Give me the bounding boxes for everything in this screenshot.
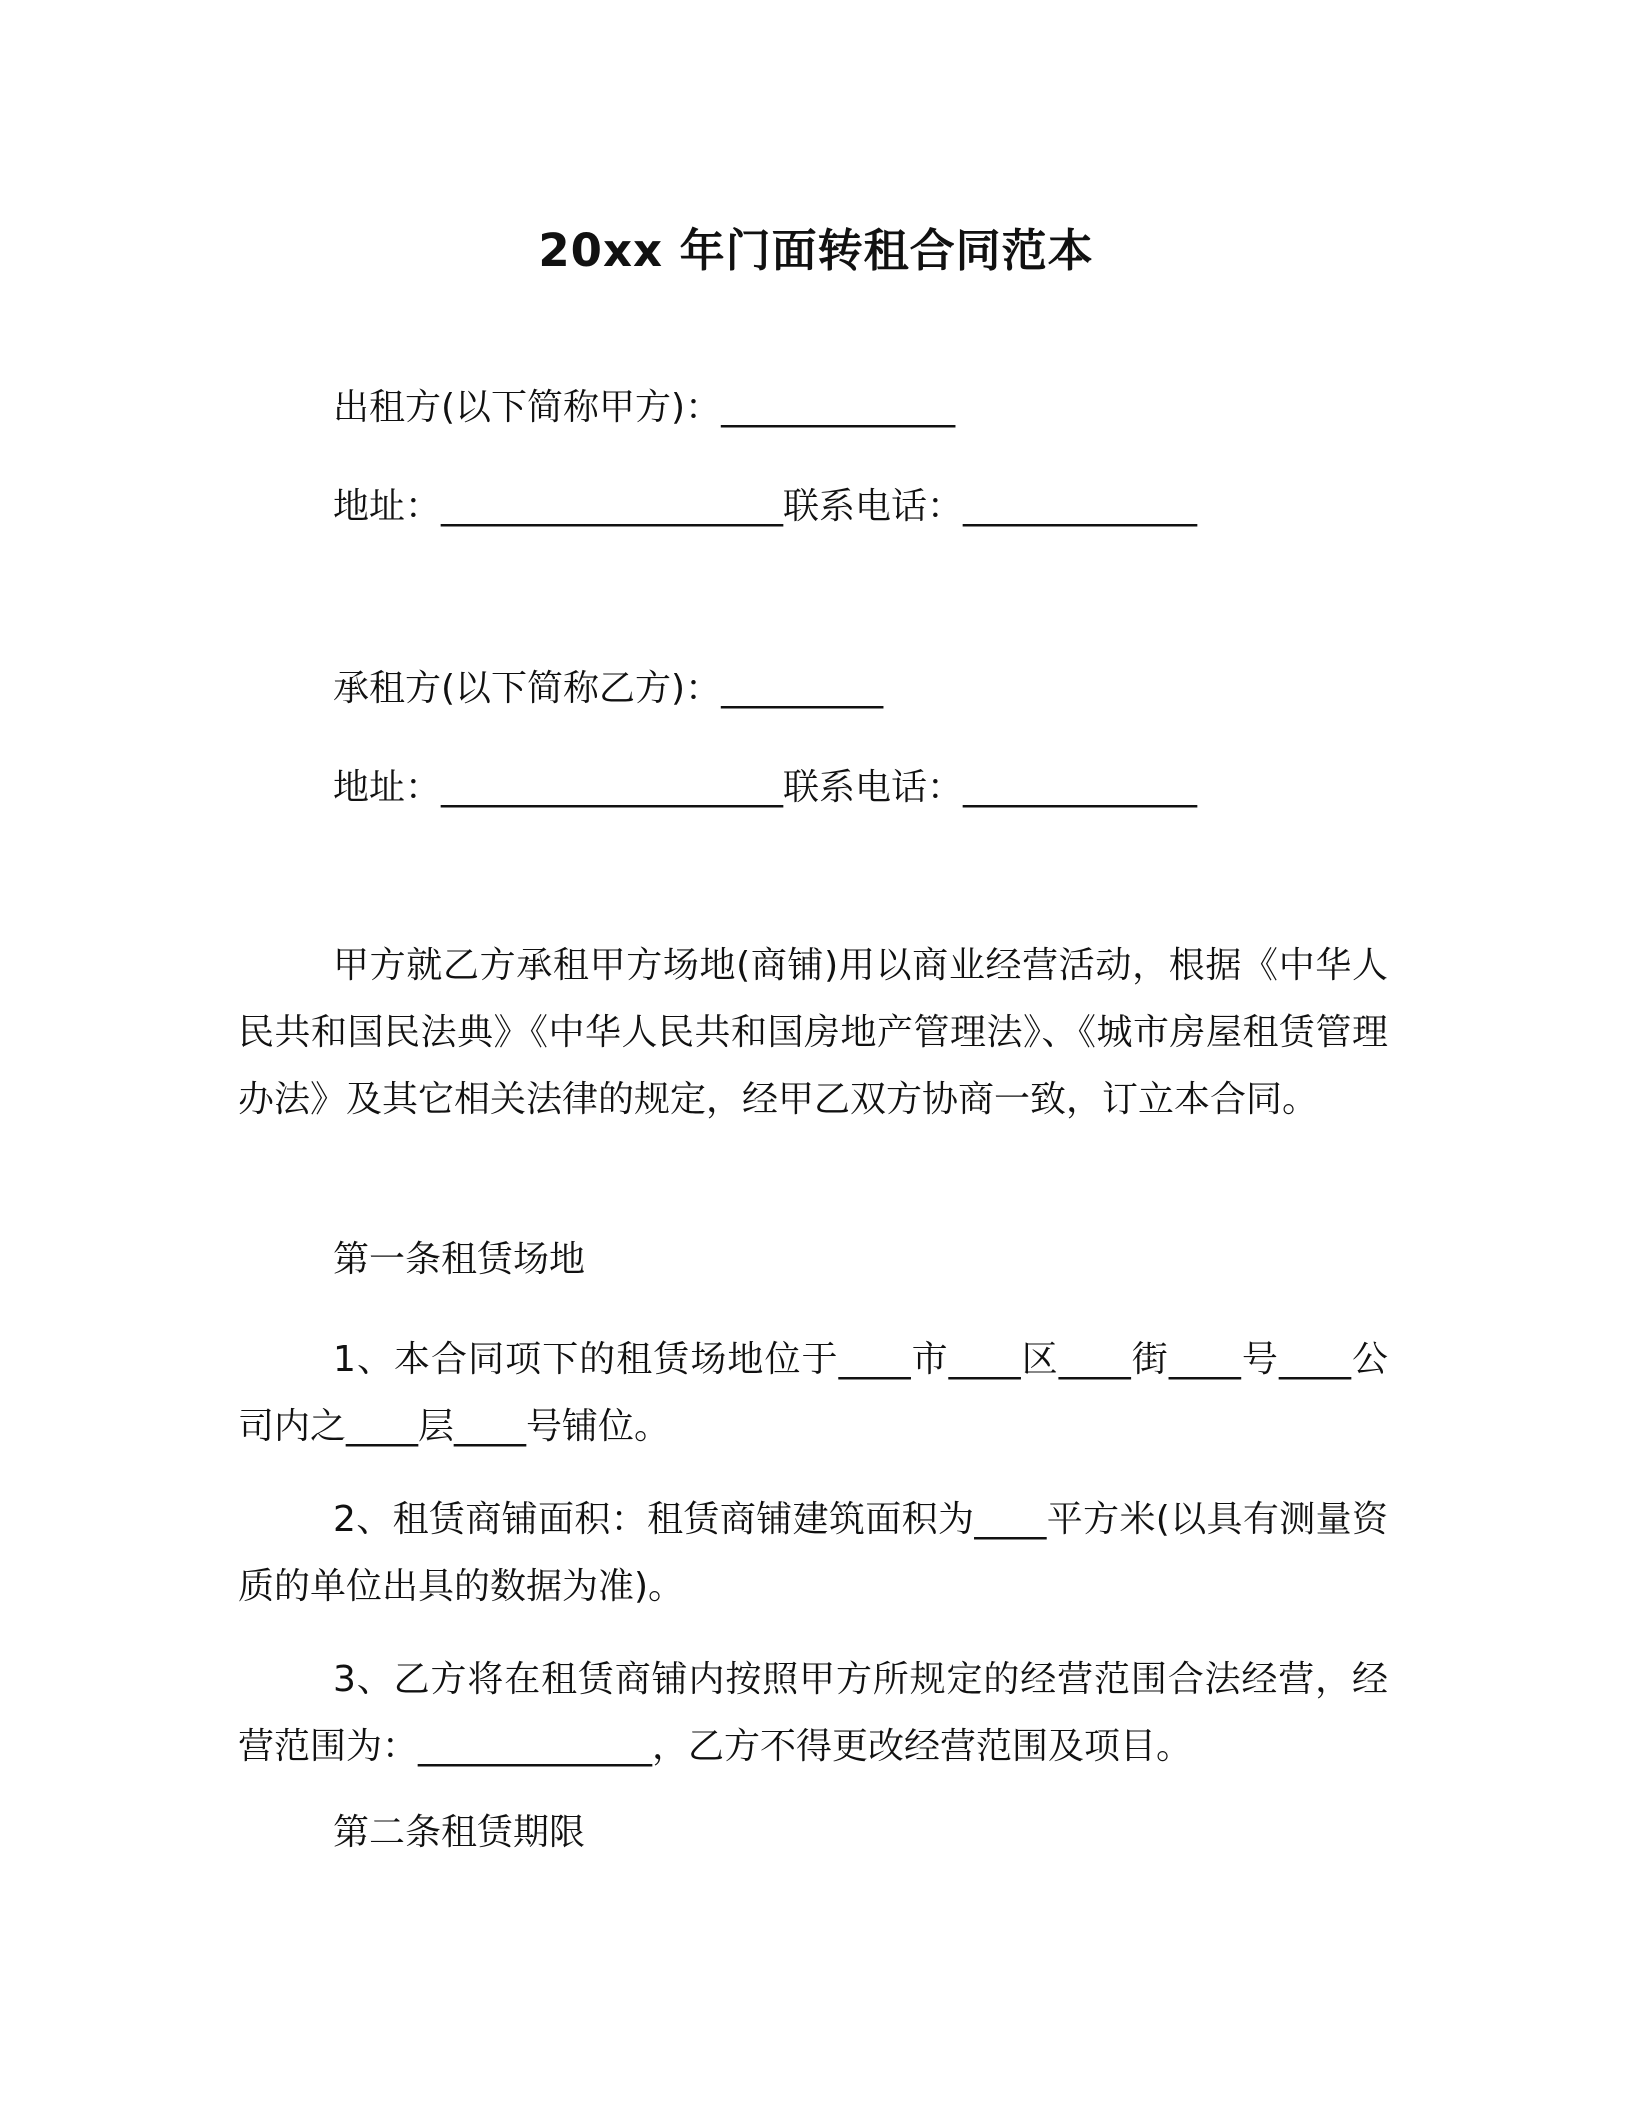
article1-clause2: 2、租赁商铺面积：租赁商铺建筑面积为____平方米(以具有测量资质的单位出具的数据为准)。 [238,1499,1388,1607]
lessee-address-line: 地址：___________________联系电话：_____________ [333,767,1198,808]
lessor-address-line: 地址：___________________联系电话：_____________ [333,486,1198,527]
article1-clause3: 3、乙方将在租赁商铺内按照甲方所规定的经营范围合法经营，经营范围为：_____________，乙方不得更改经营范围及项目。 [238,1659,1388,1767]
article1-heading: 第一条租赁场地 [333,1239,586,1280]
article1-clause1: 1、本合同项下的租赁场地位于____市____区____街____号____公司内之____层____号铺位。 [238,1339,1388,1447]
preamble-paragraph: 甲方就乙方承租甲方场地(商铺)用以商业经营活动，根据《中华人民共和国民法典》《中华人民共和国房地产管理法》、《城市房屋租赁管理办法》及其它相关法律的规定，经甲乙双方协商一致，订立本合同。 [238,945,1388,1120]
document-title: 20xx 年门面转租合同范本 [538,224,1094,277]
lessee-name-line: 承租方(以下简称乙方)：_________ [333,668,884,709]
lessor-name-line: 出租方(以下简称甲方)：_____________ [333,387,956,428]
article2-heading: 第二条租赁期限 [333,1812,586,1853]
